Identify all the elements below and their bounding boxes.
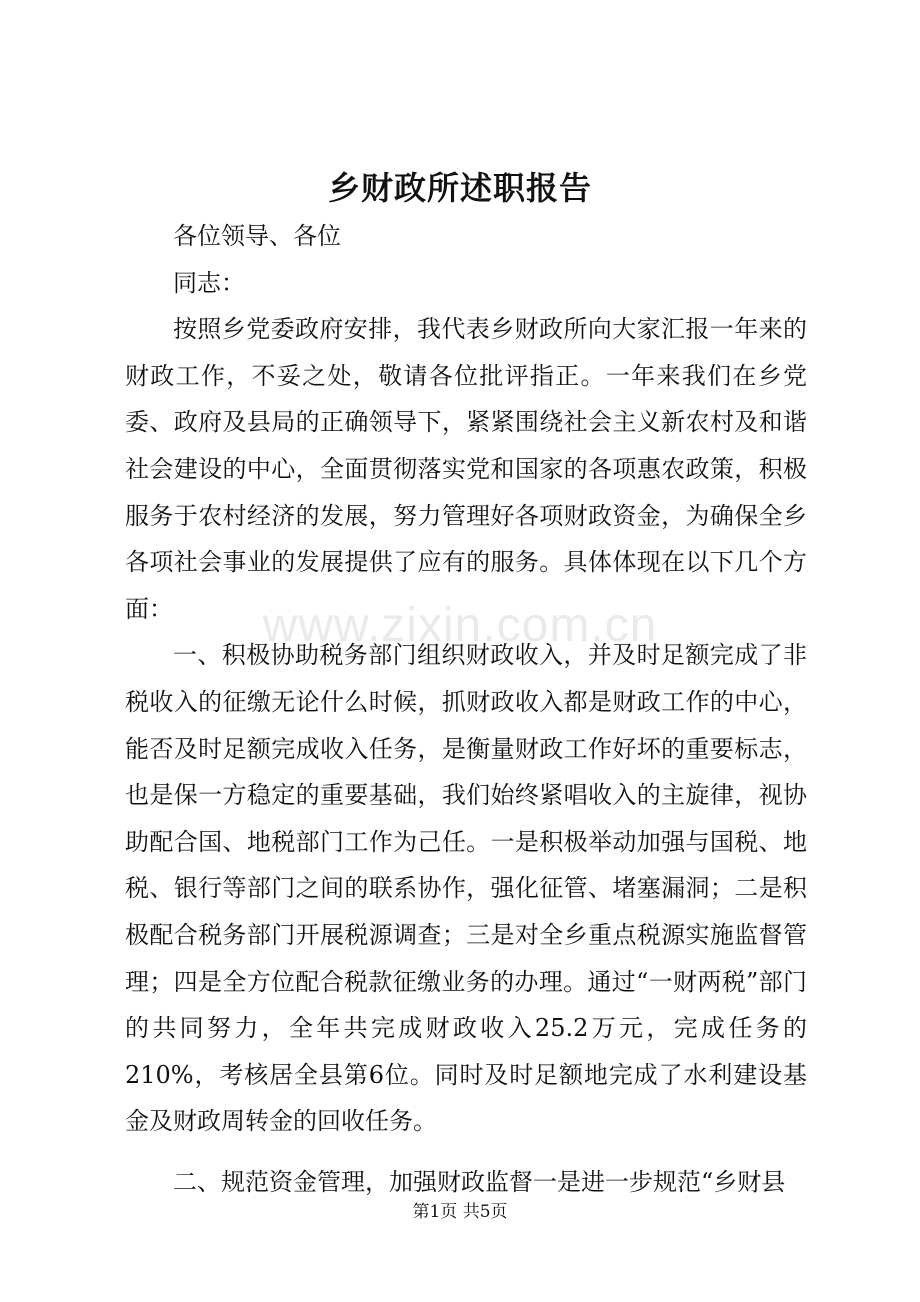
salutation-line-2: 同志： xyxy=(173,268,245,297)
section-one-paragraph: 一、积极协助税务部门组织财政收入，并及时足额完成了非税收入的征缴无论什么时候，抓财政收入都是财政工作的中心，能否及时足额完成收入任务，是衡量财政工作好坏的重要标志，也是保一方稳定的重要基础，我们始终紧唱收入的主旋律，视协助配合国、地税部门工作为己任。一是积极举动加强与国税、地税、银行等部门之间的联系协作，强化征管、堵塞漏洞；二是积极配合税务部门开展税源调查；三是对全乡重点税源实施监督管理；四是全方位配合税款征缴业务的办理。通过“一财两税”部门的共同努力，全年共完成财政收入25.2万元，完成任务的210%，考核居全县第6位。同时及时足额地完成了水利建设基金及财政周转金的回收任务。 xyxy=(125,641,807,1136)
document-title: 乡财政所述职报告 xyxy=(327,169,592,207)
section-two-paragraph: 二、规范资金管理，加强财政监督一是进一步规范“乡财县 xyxy=(173,1167,786,1196)
page-footer: 第1页 共5页 xyxy=(412,1202,508,1222)
intro-paragraph: 按照乡党委政府安排，我代表乡财政所向大家汇报一年来的财政工作，不妥之处，敬请各位批评指正。一年来我们在乡党委、政府及县局的正确领导下，紧紧围绕社会主义新农村及和谐社会建设的中心，全面贯彻落实党和国家的各项惠农政策，积极服务于农村经济的发展，努力管理好各项财政资金，为确保全乡各项社会事业的发展提供了应有的服务。具体体现在以下几个方面： xyxy=(125,315,807,623)
document-body xyxy=(125,213,807,1205)
salutation-line-1: 各位领导、各位 xyxy=(173,222,341,250)
watermark: www.zixin.com.cn xyxy=(262,599,658,652)
